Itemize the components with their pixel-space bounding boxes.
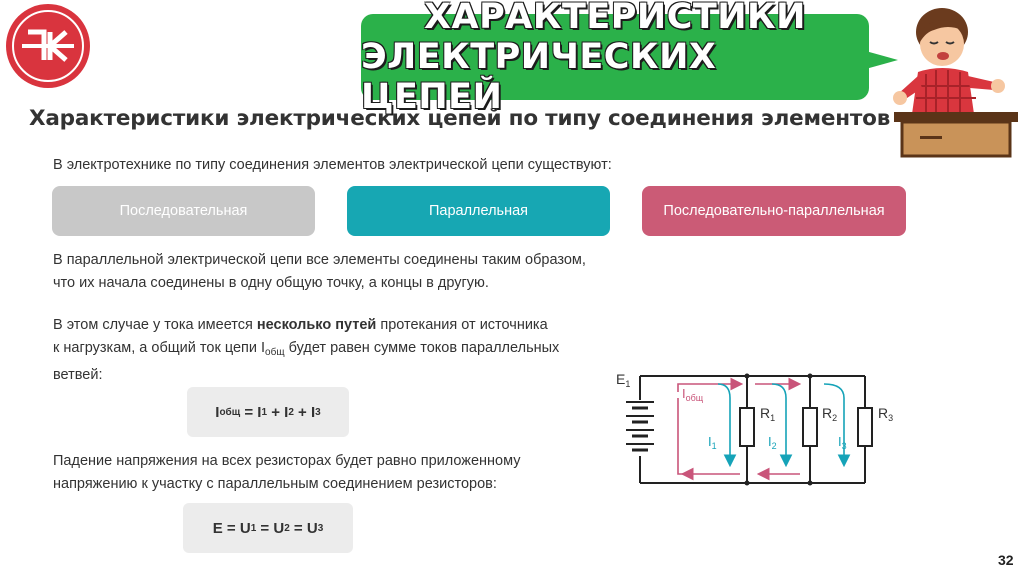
mixed-connection-button[interactable]: Последовательно-параллельная: [642, 186, 906, 236]
parallel-definition-text: [53, 249, 586, 294]
current-paths-text: [53, 314, 559, 387]
resistor-r3: [858, 408, 872, 446]
text-line: Падение напряжения на всех резисторах будет равно приложенному: [53, 453, 521, 469]
text-line: напряжению к участку с параллельным соединением резисторов:: [53, 475, 497, 492]
banner-line-1: ХАРАКТЕРИСТИКИ: [424, 0, 806, 37]
r2-label: $R_2$: [822, 405, 838, 423]
total-current-label: $I_{общ}$: [682, 386, 704, 403]
voltage-drop-text: [53, 450, 520, 495]
resistor-r2: [803, 408, 817, 446]
teacher-mascot-illustration: [890, 2, 1022, 158]
r1-label: $R_1$: [760, 405, 776, 423]
parallel-circuit-diagram: [610, 368, 910, 488]
total-current-arrow: [678, 384, 740, 392]
text-line: что их начала соединены в одну общую точку, а концы в другую.: [53, 274, 489, 291]
bold-phrase: несколько путей: [256, 317, 377, 333]
source-label: $E_1$: [616, 371, 631, 389]
r3-label: $R_3$: [878, 405, 894, 423]
title-banner: [361, 0, 869, 117]
battery-icon: [626, 402, 654, 450]
logo: [4, 2, 92, 90]
branch-current-1-arrow: [718, 384, 730, 464]
text-line: В этом случае у тока имеется несколько путей протекания от источника: [53, 317, 548, 333]
text-line: В параллельной электрической цепи все элементы соединены таким образом,: [53, 252, 586, 268]
banner-line-2: ЭЛЕКТРИЧЕСКИХ ЦЕПЕЙ: [361, 37, 717, 117]
page-number: 32: [998, 552, 1014, 568]
i3-label: $I_3$: [838, 434, 847, 451]
intro-text: В электротехнике по типу соединения элементов электрической цепи существуют:: [53, 157, 612, 173]
i2-label: $I_2$: [768, 434, 777, 451]
i1-label: $I_1$: [708, 434, 717, 451]
text-line: ветвей:: [53, 367, 103, 383]
branch-current-3-arrow: [824, 384, 844, 464]
series-connection-button[interactable]: Последовательная: [52, 186, 315, 236]
branch-current-2-arrow: [772, 384, 786, 464]
resistor-r1: [740, 408, 754, 446]
parallel-connection-button[interactable]: Параллельная: [347, 186, 610, 236]
slide-title: Характеристики электрических цепей по типу соединения элементов: [29, 106, 891, 131]
current-sum-formula: I общ = I 1 + I 2 + I 3: [187, 387, 349, 437]
text-line: к нагрузкам, а общий ток цепи $I_{общ}$ будет равен сумме токов параллельных: [53, 340, 560, 358]
voltage-equality-formula: E = U 1 = U 2 = U 3: [183, 503, 353, 553]
